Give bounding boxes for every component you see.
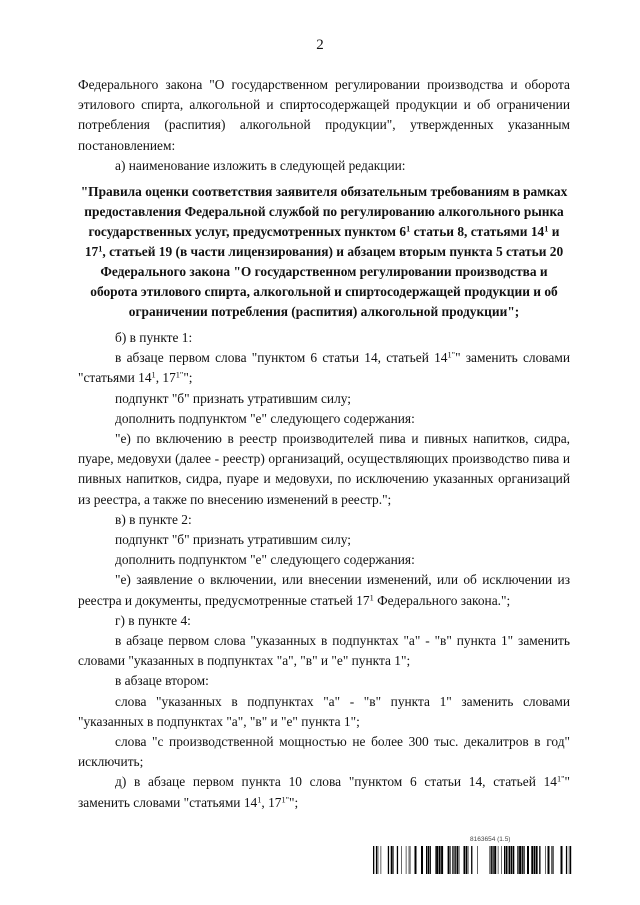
paragraph: слова "указанных в подпунктах "а" - "в" пункта 1" заменить словами "указанных в подпунктах "а", "в" и "е" пункта 1"; bbox=[78, 693, 570, 729]
paragraph: в абзаце втором: bbox=[115, 673, 209, 689]
page-number: 2 bbox=[316, 37, 324, 53]
paragraph: б) в пункте 1: bbox=[115, 330, 193, 346]
paragraph: в абзаце первом слова "пунктом 6 статьи 14, статьей $14^{1"}$" заменить словами "статьями $14^1$, $17^{1"}$"; bbox=[78, 350, 571, 386]
paragraph: дополнить подпунктом "е" следующего содержания: bbox=[115, 552, 415, 568]
paragraph: г) в пункте 4: bbox=[115, 612, 191, 628]
paragraph: подпункт "б" признать утратившим силу; bbox=[115, 532, 351, 548]
paragraph: Федерального закона "О государственном регулировании производства и оборота этилового спирта, алкогольной и спиртосодержащей продукции и об ограничении потребления (распития) алкогольной продукции", утвержденных указанным постановлением: bbox=[78, 77, 570, 153]
paragraph: в) в пункте 2: bbox=[115, 511, 192, 527]
paragraph: д) в абзаце первом пункта 10 слова "пунктом 6 статьи 14, статьей $14^{1"}$" заменить словами "статьями $14^1$, $17^{1"}$"; bbox=[78, 774, 570, 810]
paragraph: подпункт "б" признать утратившим силу; bbox=[115, 390, 351, 406]
paragraph: слова "с производственной мощностью не более 300 тыс. декалитров в год" исключить; bbox=[78, 734, 570, 770]
paragraph: "е) по включению в реестр производителей пива и пивных напитков, сидра, пуаре, медовухи (далее - реестр) организаций, осуществляющих производство пива и пивных напитков, сидра, пуаре и медовухи, по исключению указанных организаций из реестра, а также по внесению изменений в реестр."; bbox=[78, 431, 570, 507]
barcode-label: 8163654 (1.5) bbox=[470, 836, 511, 843]
paragraph: а) наименование изложить в следующей редакции: bbox=[115, 157, 406, 173]
document-body bbox=[78, 75, 570, 813]
paragraph: в абзаце первом слова "указанных в подпунктах "а" - "в" пункта 1" заменить словами "указанных в подпунктах "а", "в" и "е" пункта 1"; bbox=[78, 633, 570, 669]
paragraph: дополнить подпунктом "е" следующего содержания: bbox=[115, 410, 415, 426]
paragraph: "е) заявление о включении, или внесении изменений, или об исключении из реестра и документы, предусмотренные статьей $17^1$ Федерального закона."; bbox=[78, 572, 570, 608]
rules-title: "Правила оценки соответствия заявителя обязательным требованиям в рамках предоставления Федеральной службой по регулированию алкогольного рынка государственных услуг, предусмотренных пунктом $6^1$ статьи 8, статьями $14^1$ и $17^1$, статьей 19 (в части лицензирования) и абзацем вторым пункта 5 статьи 20 Федерального закона "О государственном регулировании производства и оборота этилового спирта, алкогольной и спиртосодержащей продукции и об ограничении потребления (распития) алкогольной продукции"; bbox=[80, 184, 568, 320]
barcode-icon bbox=[373, 846, 573, 874]
